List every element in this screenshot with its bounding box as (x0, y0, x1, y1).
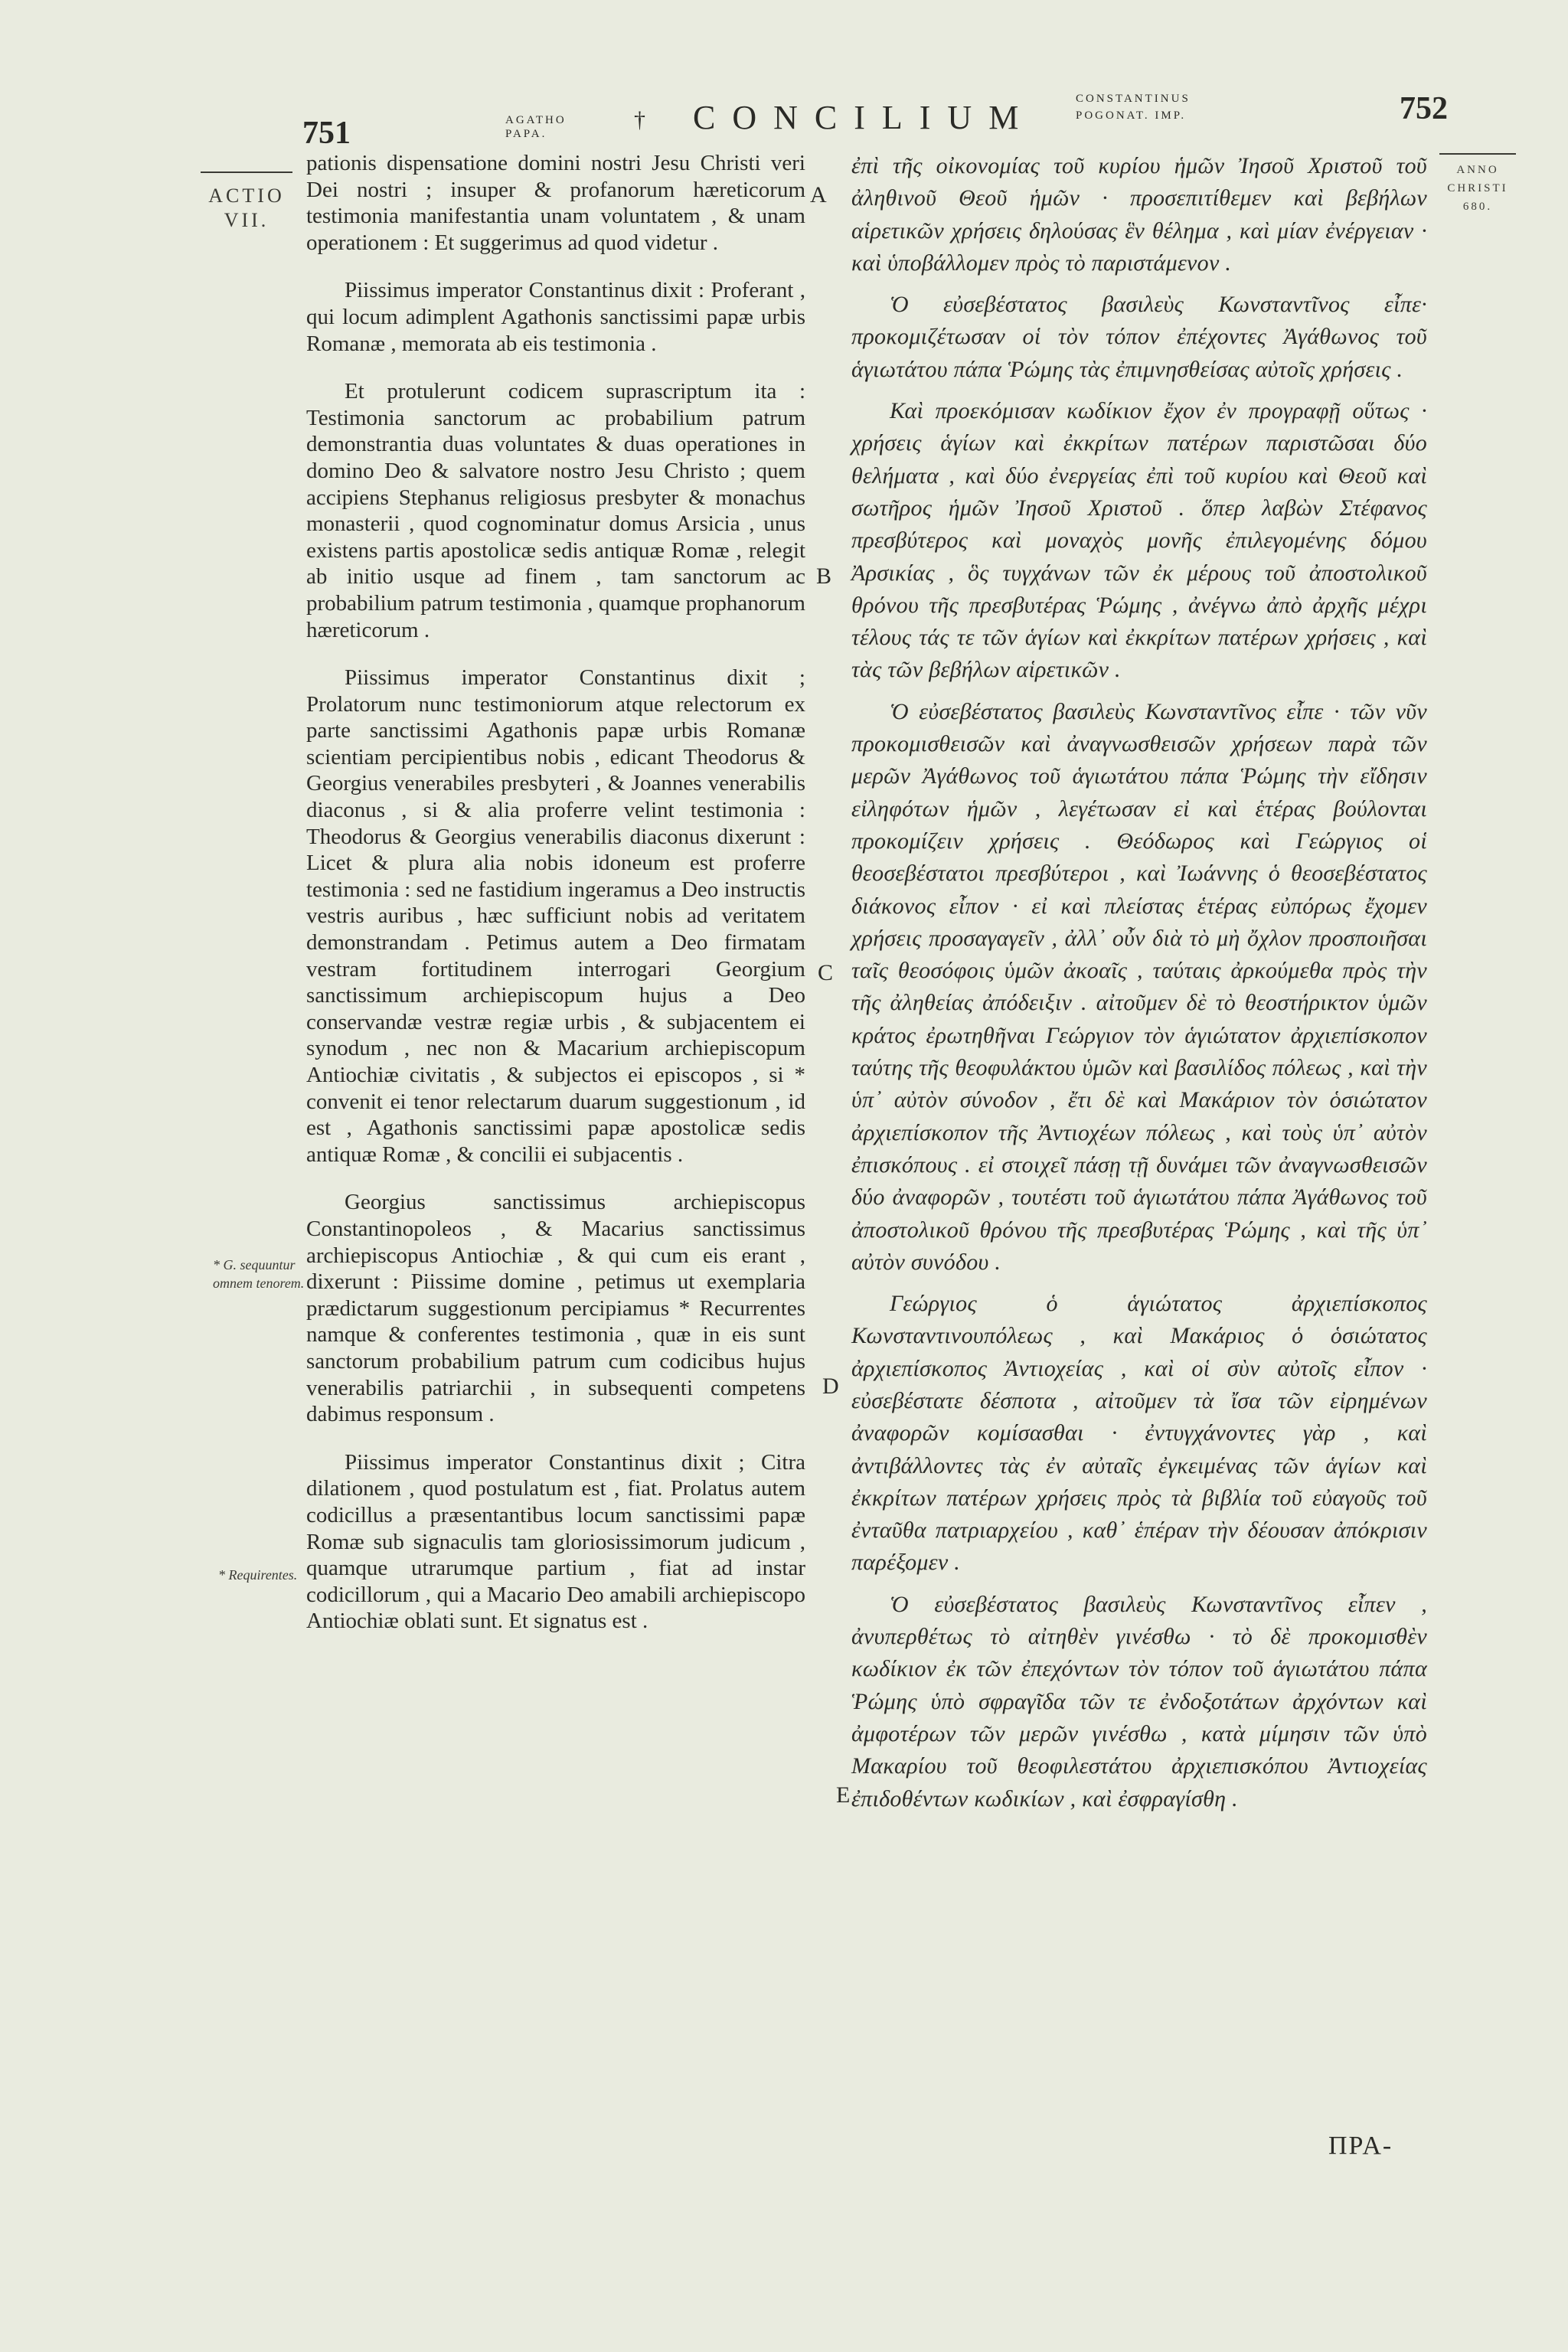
running-head-right-line1: CONSTANTINUS (1076, 93, 1191, 105)
dagger-symbol: † (634, 107, 645, 132)
actio-label (201, 184, 292, 233)
catchword: ΠΡΑ- (1328, 2132, 1393, 2160)
section-letter-e: E (836, 1782, 851, 1808)
margin-note-sequuntur: * G. sequuntur omnem tenorem. (213, 1257, 305, 1291)
anno-line1: ANNO (1456, 164, 1499, 176)
left-margin-rule (201, 172, 292, 173)
actio-line1: ACTIO (208, 185, 285, 207)
latin-paragraph: Piissimus imperator Constantinus dixit ; Prolatorum nunc testimoniorum atque relectorum ex parte sanctissimi Agathonis papæ urbis Romanæ scientiam percipientibus nobis , edicant Theodorus & Georgius venerabiles presbyteri , & Joannes venerabilis diaconus , si & alia proferre velint testimonia : Theodorus & Georgius venerabilis diaconus dixerunt : Licet & plura alia nobis idoneum est proferre testimonia : sed ne fastidium ingeramus a Deo instructis vestris auribus , hæc sufficiunt nobis ad veritatem demonstrandam . Petimus autem a Deo firmatam vestram fortitudinem interrogari Georgium sanctissimum archiepiscopum hujus a Deo conservandæ vestræ regiæ urbis , & subjacentem ei synodum , nec non & Macarium archiepiscopum Antiochiæ civitatis , & subjectos ei episcopos , si * convenit ei tenor relectarum duarum suggestionum , id est , Agathonis sanctissimi papæ apostolicæ sedis antiquæ Romæ , & concilii ei subjacentis . (306, 665, 805, 1167)
latin-paragraph: Et protulerunt codicem suprascriptum ita : Testimonia sanctorum ac probabilium patrum demonstrantia duas voluntates & duas operationes in domino Deo & salvatore nostro Jesu Christo ; quem accipiens Stephanus religiosus presbyter & monachus monasterii , quod cognominatur domus Arsicia , unus existens partis apostolicæ sedis antiquæ Romæ , relegit ab initio usque ad finem , tam sanctorum ac probabilium patrum testimonia , quamque prophanorum hæreticorum . (306, 379, 805, 642)
greek-paragraph: ἐπὶ τῆς οἰκονομίας τοῦ κυρίου ἡμῶν Ἰησοῦ Χριστοῦ τοῦ ἀληθινοῦ Θεοῦ ἡμῶν · προσεπιτίθεμεν καὶ βεβήλων αἱρετικῶν χρήσεις δηλούσας ἓν θέλημα , καὶ μίαν ἐνέργειαν · καὶ ὑποβάλλομεν πρὸς τὸ παριστάμενον . (851, 153, 1427, 276)
greek-column (851, 150, 1427, 1824)
page-number-right: 752 (1400, 91, 1448, 126)
section-letter-a: A (810, 182, 827, 207)
running-head-right (1076, 90, 1191, 124)
anno-line2: CHRISTI (1447, 182, 1508, 194)
latin-paragraph: Piissimus imperator Constantinus dixit : Proferant , qui locum adimplent Agathonis sanctissimi papæ urbis Romanæ , memorata ab eis testimonia . (306, 278, 805, 356)
anno-christi-label (1432, 161, 1524, 216)
running-head-right-line2: POGONAT. IMP. (1076, 109, 1187, 122)
latin-paragraph: Piissimus imperator Constantinus dixit ; Citra dilationem , quod postulatum est , fiat. Prolatus autem codicillus a præsentantibus locum sanctissimi papæ Romæ sub signaculis tam gloriosissimorum judicum , quamque utrarumque partium , fiat ad instar codicillorum , qui a Macario Deo amabili archiepiscopo Antiochiæ oblati sunt. Et signatus est . (306, 1449, 805, 1634)
running-head-left (505, 113, 567, 141)
anno-year: 680. (1462, 201, 1493, 213)
margin-note-requirentes: * Requirentes. (218, 1567, 298, 1583)
greek-paragraph: Γεώργιος ὁ ἁγιώτατος ἀρχιεπίσκοπος Κωνσταντινουπόλεως , καὶ Μακάριος ὁ ὁσιώτατος ἀρχιεπίσκοπος Ἀντιοχείας , καὶ οἱ σὺν αὐτοῖς εἶπον · εὐσεβέστατε δέσποτα , αἰτοῦμεν τὰ ἴσα τῶν εἰρημένων ἀναφορῶν κομίσασθαι · ἐντυγχάνοντες γὰρ , καὶ ἀντιβάλλοντες τὰς ἐν αὐταῖς ἐγκειμένας τῶν ἁγίων καὶ ἐκκρίτων πατέρων χρήσεις πρὸς τὰ βιβλία τοῦ εὐαγοῦς τοῦ ἐνταῦθα πατριαρχείου , καθ᾽ ἑπέραν τὴν δέουσαν ἀπόκρισιν παρέξομεν . (851, 1291, 1427, 1576)
greek-paragraph: Ὁ εὐσεβέστατος βασιλεὺς Κωνσταντῖνος εἶπεν , ἀνυπερθέτως τὸ αἰτηθὲν γινέσθω · τὸ δὲ προκομισθὲν κωδίκιον ἐκ τῶν ἐπεχόντων τὸν τόπον τοῦ ἁγιωτάτου πάπα Ῥώμης ὑπὸ σφραγῖδα τῶν τε ἐνδοξοτάτων ἀρχόντων καὶ ἀμφοτέρων τῶν μερῶν γινέσθω , κατὰ μίμησιν τῶν ὑπὸ Μακαρίου τοῦ θεοφιλεστάτου ἀρχιεπισκόπου Ἀντιοχείας ἐπιδοθέντων κωδικίων , καὶ ἐσφραγίσθη . (851, 1591, 1427, 1811)
section-letter-d: D (822, 1374, 839, 1399)
greek-paragraph: Καὶ προεκόμισαν κωδίκιον ἔχον ἐν προγραφῇ οὕτως · χρήσεις ἁγίων καὶ ἐκκρίτων πατέρων παριστῶσαι δύο θελήματα , καὶ δύο ἐνεργείας ἐπὶ τοῦ κυρίου καὶ Θεοῦ καὶ σωτῆρος ἡμῶν Ἰησοῦ Χριστοῦ . ὅπερ λαβὼν Στέφανος πρεσβύτερος καὶ μοναχὸς μονῆς ἐπιλεγομένης δόμου Ἀρσικίας , ὃς τυγχάνων τῶν ἐκ μέρους τοῦ ἀποστολικοῦ θρόνου τῆς πρεσβυτέρας Ῥώμης , ἀνέγνω ἀπὸ ἀρχῆς μέχρι τέλους τάς τε τῶν ἁγίων καὶ ἐκκρίτων πατέρων χρήσεις , καὶ τὰς τῶν βεβήλων αἱρετικῶν . (851, 398, 1427, 683)
latin-paragraph: pationis dispensatione domini nostri Jesu Christi veri Dei nostri ; insuper & profanorum hæreticorum testimonia manifestantia unam voluntatem , & unam operationem : Et suggerimus ad quod videtur . (306, 151, 805, 255)
running-head-left-line2: PAPA. (505, 128, 547, 140)
latin-paragraph: Georgius sanctissimus archiepiscopus Constantinopoleos , & Macarius sanctissimus archiepiscopus Antiochiæ , & qui cum eis erant , dixerunt : Piissime domine , petimus ut exemplaria prædictarum suggestionum percipiamus * Recurrentes namque & conferentes testimonia , quæ in eis sunt sanctorum probabilium patrum cum codicibus hujus venerabilis patriarchii , in subsequenti competens dabimus responsum . (306, 1190, 805, 1427)
greek-paragraph: Ὁ εὐσεβέστατος βασιλεὺς Κωνσταντῖνος εἶπε· προκομιζέτωσαν οἱ τὸν τόπον ἐπέχοντες Ἀγάθωνος τοῦ ἁγιωτάτου πάπα Ῥώμης τὰς ἐπιμνησθείσας αὐτοῖς χρήσεις . (851, 292, 1427, 382)
actio-line2: VII. (224, 209, 270, 231)
section-letter-c: C (818, 960, 834, 985)
section-letter-b: B (816, 564, 832, 589)
right-margin-rule (1439, 153, 1516, 155)
latin-column (306, 150, 805, 1656)
greek-paragraph: Ὁ εὐσεβέστατος βασιλεὺς Κωνσταντῖνος εἶπε · τῶν νῦν προκομισθεισῶν καὶ ἀναγνωσθεισῶν χρήσεων παρὰ τῶν μερῶν Ἀγάθωνος τοῦ ἁγιωτάτου πάπα Ῥώμης τὴν εἴδησιν εἰληφότων ἡμῶν , λεγέτωσαν εἰ καὶ ἑτέρας βούλονται προκομίζειν χρήσεις . Θεόδωρος καὶ Γεώργιος οἱ θεοσεβέστατοι πρεσβύτεροι , καὶ Ἰωάννης ὁ θεοσεβέστατος διάκονος εἶπον · εἰ καὶ πλείστας ἑτέρας εὐπόρως ἔχομεν χρήσεις προσαγαγεῖν , ἀλλ᾽ οὖν διὰ τὸ μὴ ὄχλον προσποιῆσαι ταῖς θεοσόφοις ὑμῶν ἀκοαῖς , ταύταις ἀρκούμεθα πρὸς τὴν τῆς ἀληθείας ἀπόδειξιν . αἰτοῦμεν δὲ τὸ θεοστήρικτον ὑμῶν κράτος ἐρωτηθῆναι Γεώργιον τὸν ἁγιώτατον ἀρχιεπίσκοπον ταύτης τῆς θεοφυλάκτου ὑμῶν καὶ βασιλίδος πόλεως , καὶ τὴν ὑπ᾽ αὐτὸν σύνοδον , ἔτι δὲ καὶ Μακάριον τὸν ὁσιώτατον ἀρχιεπίσκοπον τῆς Ἀντιοχέων πόλεως , καὶ τοὺς ὑπ᾽ αὐτὸν ἐπισκόπους . εἰ στοιχεῖ πάσῃ τῇ δυνάμει τῶν ἀναγνωσθεισῶν δύο ἀναφορῶν , τουτέστι τοῦ ἁγιωτάτου πάπα Ἀγάθωνος τοῦ ἀποστολικοῦ θρόνου τῆς πρεσβυτέρας Ῥώμης , καὶ τῆς ὑπ᾽ αὐτὸν συνόδου . (851, 698, 1427, 1275)
running-head-left-line1: AGATHO (505, 114, 567, 126)
page-number-left: 751 (302, 116, 351, 151)
page-title: CONCILIUM (693, 99, 1036, 136)
